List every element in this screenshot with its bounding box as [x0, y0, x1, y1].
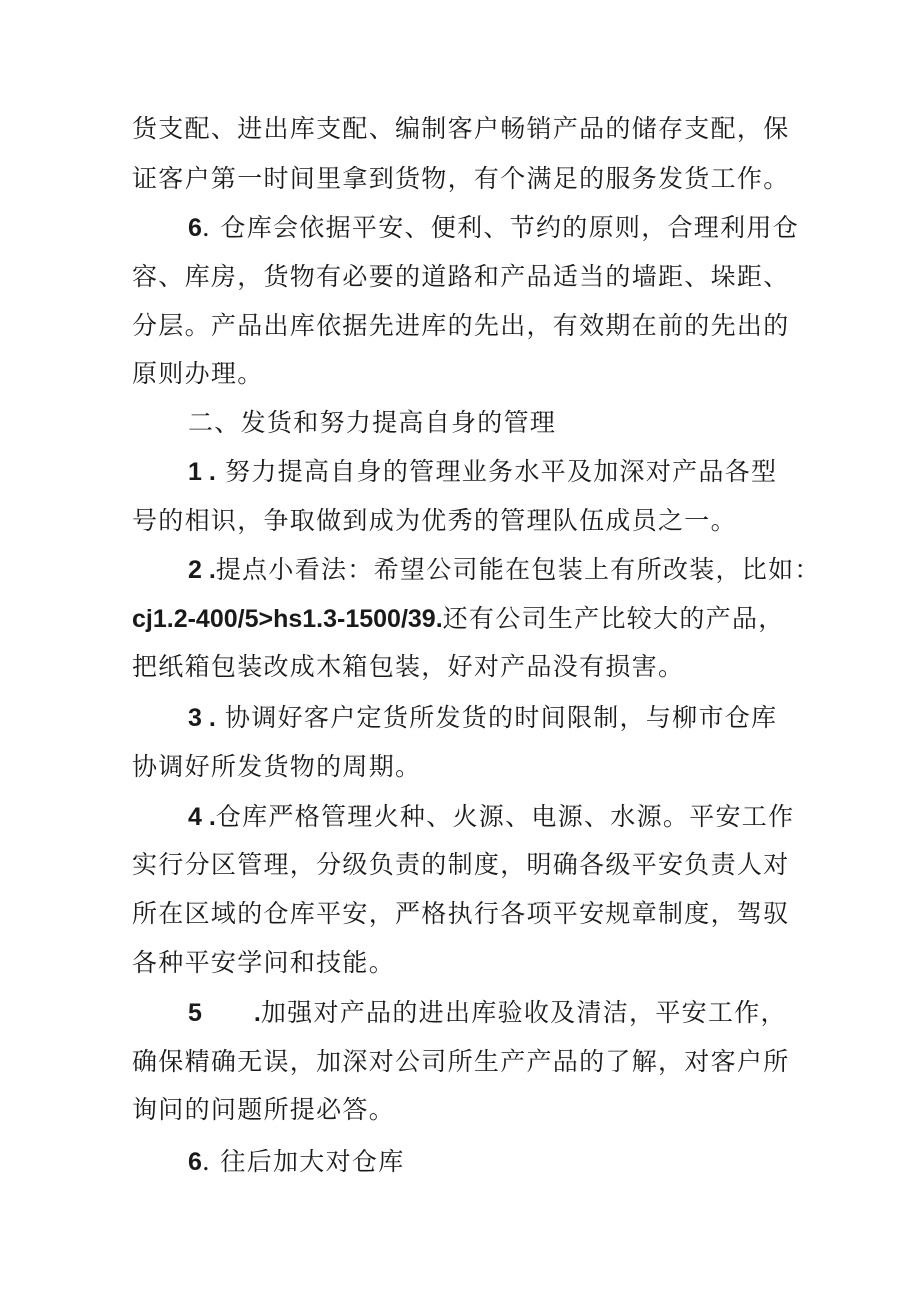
- line-text: 还有公司生产比较大的产品，: [442, 604, 785, 633]
- line-text: 往后加大对仓库: [220, 1147, 405, 1176]
- paragraph-line: [132, 750, 792, 784]
- paragraph-line: [132, 309, 792, 343]
- line-text: 号的相识，争取做到成为优秀的管理队伍成员之一。: [132, 506, 737, 535]
- line-text: 仓库严格管理火种、火源、电源、水源。平安工作: [215, 802, 795, 831]
- line-text: 加强对产品的进出库验收及清洁，平安工作，: [260, 998, 787, 1027]
- line-text: 协调好客户定货所发货的时间限制，与柳市仓库: [225, 703, 778, 732]
- item-6-line: [188, 211, 800, 245]
- paragraph-line: [132, 848, 792, 882]
- item-6b-line: [188, 1145, 792, 1179]
- item-number: 1 .: [188, 458, 216, 486]
- item-number: 6: [188, 1148, 202, 1176]
- item-number: 4 .: [188, 803, 216, 831]
- item-number: 2 .: [188, 556, 216, 584]
- line-text: .: [201, 1147, 221, 1176]
- item-number: 5: [188, 999, 202, 1027]
- item-number: 3 .: [188, 704, 216, 732]
- line-text: 实行分区管理，分级负责的制度，明确各级平安负责人对: [132, 850, 790, 879]
- item-dot: .: [253, 999, 261, 1027]
- paragraph-line: [132, 1093, 792, 1127]
- paragraph-line: [132, 650, 792, 684]
- line-text: 容、库房，货物有必要的道路和产品适当的墙距、垛距、: [132, 262, 790, 291]
- line-text: 努力提高自身的管理业务水平及加深对产品各型: [225, 457, 778, 486]
- paragraph-line: [132, 897, 792, 931]
- paragraph-line: [132, 602, 792, 636]
- item-5-line: [188, 996, 792, 1030]
- line-text: 各种平安学问和技能。: [132, 948, 396, 977]
- paragraph-line: [132, 946, 792, 980]
- line-text: 分层。产品出库依据先进库的先出，有效期在前的先出的: [132, 311, 790, 340]
- model-code: cj1.2-400/5>hs1.3-1500/39.: [132, 605, 443, 633]
- item-4-line: [188, 800, 795, 834]
- line-text: 仓库会依据平安、便利、节约的原则，合理利用仓: [220, 213, 800, 242]
- paragraph-line: [132, 357, 792, 391]
- paragraph-line: [132, 504, 792, 538]
- line-text: .: [201, 213, 221, 242]
- line-text: 证客户第一时间里拿到货物，有个满足的服务发货工作。: [132, 164, 790, 193]
- paragraph-line: [132, 162, 792, 196]
- line-text: 原则办理。: [132, 359, 264, 388]
- item-2-line: [188, 553, 821, 587]
- line-text: 提点小看法：希望公司能在包装上有所改装，比如：: [215, 555, 821, 584]
- line-text: 把纸箱包装改成木箱包装，好对产品没有损害。: [132, 652, 685, 681]
- section-heading-text: 二、发货和努力提高自身的管理: [188, 408, 557, 437]
- paragraph-line: [132, 260, 792, 294]
- item-3-line: [188, 701, 792, 735]
- line-text: 货支配、进出库支配、编制客户畅销产品的储存支配，保: [132, 114, 790, 143]
- paragraph-line: [132, 112, 792, 146]
- section-heading: [188, 406, 792, 440]
- paragraph-line: [132, 1045, 792, 1079]
- item-1-line: [188, 455, 792, 489]
- item-number: 6: [188, 214, 202, 242]
- line-text: 确保精确无误，加深对公司所生产产品的了解，对客户所: [132, 1047, 790, 1076]
- line-text: 所在区域的仓库平安，严格执行各项平安规章制度，驾驭: [132, 899, 790, 928]
- line-text: 协调好所发货物的周期。: [132, 752, 422, 781]
- line-text: 询问的问题所提必答。: [132, 1095, 396, 1124]
